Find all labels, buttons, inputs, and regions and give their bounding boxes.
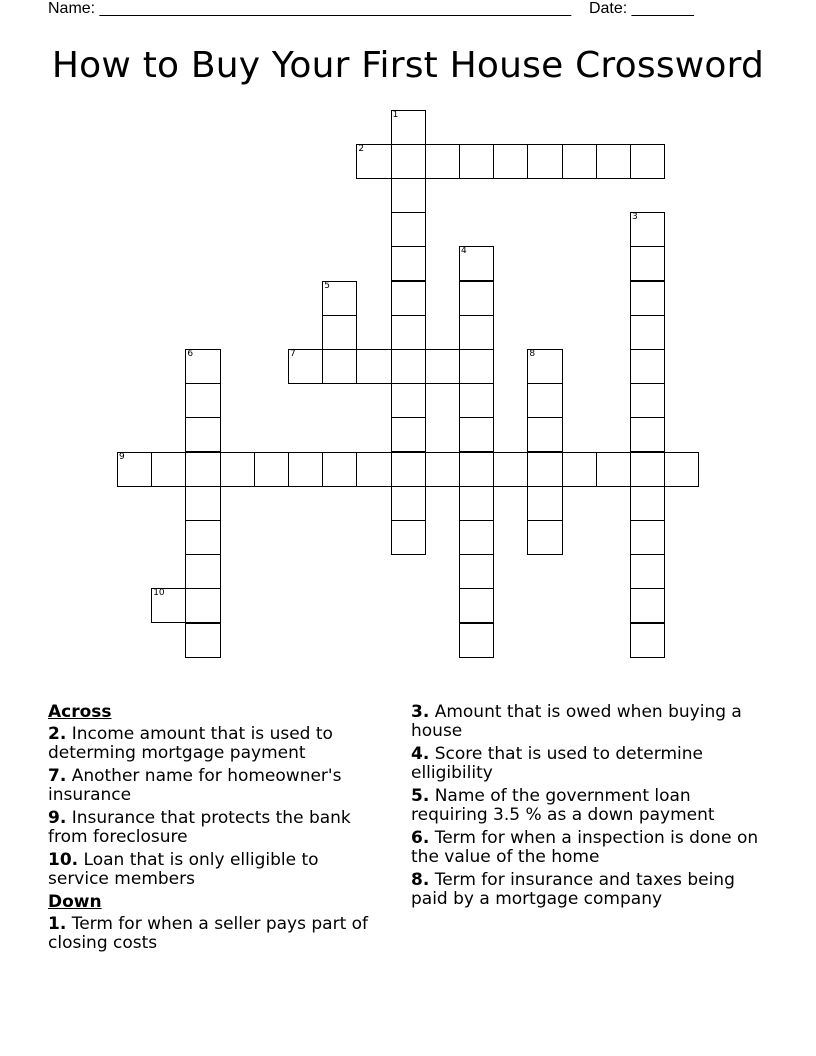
grid-cell[interactable] bbox=[151, 588, 186, 623]
grid-cell[interactable] bbox=[391, 349, 426, 384]
grid-cell[interactable] bbox=[185, 452, 220, 487]
grid-cell[interactable] bbox=[630, 383, 665, 418]
clue-item bbox=[411, 703, 761, 741]
grid-cell[interactable] bbox=[391, 144, 426, 179]
grid-cell[interactable] bbox=[596, 452, 631, 487]
grid-cell[interactable] bbox=[391, 212, 426, 247]
grid-cell[interactable] bbox=[185, 486, 220, 521]
grid-cell[interactable] bbox=[322, 349, 357, 384]
clues-left-column bbox=[48, 703, 378, 957]
clue-number: 2. bbox=[48, 724, 67, 744]
grid-cell[interactable] bbox=[459, 520, 494, 555]
grid-cell[interactable] bbox=[459, 623, 494, 658]
grid-cell[interactable] bbox=[391, 246, 426, 281]
grid-cell[interactable] bbox=[151, 452, 186, 487]
grid-cell[interactable] bbox=[630, 417, 665, 452]
grid-cell[interactable] bbox=[356, 452, 391, 487]
grid-cell[interactable] bbox=[425, 144, 460, 179]
grid-cell[interactable] bbox=[630, 349, 665, 384]
clue-number: 7. bbox=[48, 766, 67, 786]
grid-cell[interactable] bbox=[356, 144, 391, 179]
grid-cell[interactable] bbox=[630, 315, 665, 350]
grid-cell[interactable] bbox=[527, 520, 562, 555]
clue-item bbox=[48, 809, 378, 847]
clue-item bbox=[48, 725, 378, 763]
grid-cell[interactable] bbox=[425, 349, 460, 384]
grid-cell[interactable] bbox=[459, 588, 494, 623]
clue-item bbox=[48, 767, 378, 805]
cell-number: 8 bbox=[529, 348, 536, 359]
grid-cell[interactable] bbox=[185, 588, 220, 623]
grid-cell[interactable] bbox=[527, 383, 562, 418]
grid-cell[interactable] bbox=[391, 315, 426, 350]
cell-number: 1 bbox=[392, 109, 399, 120]
grid-cell[interactable] bbox=[459, 144, 494, 179]
cell-number: 2 bbox=[358, 143, 365, 154]
grid-cell[interactable] bbox=[391, 452, 426, 487]
grid-cell[interactable] bbox=[459, 315, 494, 350]
grid-cell[interactable] bbox=[630, 212, 665, 247]
grid-cell[interactable] bbox=[459, 417, 494, 452]
clue-text: Loan that is only elligible to service members bbox=[48, 850, 319, 889]
grid-cell[interactable] bbox=[391, 178, 426, 213]
clue-text: Term for when a seller pays part of closing costs bbox=[48, 914, 369, 953]
clue-item bbox=[411, 745, 761, 783]
grid-cell[interactable] bbox=[185, 383, 220, 418]
grid-cell[interactable] bbox=[630, 452, 665, 487]
clue-text: Term for insurance and taxes being paid by a mortgage company bbox=[411, 870, 735, 909]
across-heading: Across bbox=[48, 702, 112, 722]
cell-number: 7 bbox=[290, 348, 296, 359]
grid-cell[interactable] bbox=[527, 144, 562, 179]
clue-number: 5. bbox=[411, 786, 430, 806]
grid-cell[interactable] bbox=[356, 349, 391, 384]
grid-cell[interactable] bbox=[630, 144, 665, 179]
grid-cell[interactable] bbox=[391, 281, 426, 316]
date-field[interactable]: Date: _______ bbox=[588, 0, 694, 17]
cell-number: 6 bbox=[187, 348, 194, 359]
grid-cell[interactable] bbox=[391, 520, 426, 555]
clue-number: 1. bbox=[48, 914, 67, 934]
grid-cell[interactable] bbox=[596, 144, 631, 179]
clue-text: Score that is used to determine elligibility bbox=[411, 744, 703, 783]
clue-text: Name of the government loan requiring 3.5 % as a down payment bbox=[411, 786, 715, 825]
cell-number: 3 bbox=[632, 212, 638, 223]
clue-text: Another name for homeowner's insurance bbox=[48, 766, 342, 805]
grid-cell[interactable] bbox=[117, 452, 152, 487]
clue-number: 3. bbox=[411, 702, 430, 722]
clue-text: Amount that is owed when buying a house bbox=[411, 702, 742, 741]
grid-cell[interactable] bbox=[630, 246, 665, 281]
cell-number: 9 bbox=[119, 451, 125, 462]
name-field[interactable]: Name: _____________________________________________________ bbox=[48, 0, 572, 17]
grid-cell[interactable] bbox=[288, 452, 323, 487]
clue-number: 10. bbox=[48, 850, 79, 870]
down-heading: Down bbox=[48, 892, 102, 912]
grid-cell[interactable] bbox=[630, 520, 665, 555]
grid-cell[interactable] bbox=[562, 144, 597, 179]
grid-cell[interactable] bbox=[459, 281, 494, 316]
grid-cell[interactable] bbox=[391, 486, 426, 521]
clue-text: Insurance that protects the bank from foreclosure bbox=[48, 808, 351, 847]
clue-number: 6. bbox=[411, 828, 430, 848]
grid-cell[interactable] bbox=[630, 486, 665, 521]
grid-cell[interactable] bbox=[459, 554, 494, 589]
grid-cell[interactable] bbox=[630, 554, 665, 589]
cell-number: 5 bbox=[324, 280, 330, 291]
grid-cell[interactable] bbox=[630, 588, 665, 623]
grid-cell[interactable] bbox=[185, 417, 220, 452]
grid-cell[interactable] bbox=[185, 520, 220, 555]
grid-cell[interactable] bbox=[322, 452, 357, 487]
clues-right-column bbox=[411, 703, 761, 913]
clue-item bbox=[411, 787, 761, 825]
grid-cell[interactable] bbox=[459, 383, 494, 418]
clue-item bbox=[411, 829, 761, 867]
clue-text: Term for when a inspection is done on the value of the home bbox=[411, 828, 759, 867]
clue-number: 9. bbox=[48, 808, 67, 828]
grid-cell[interactable] bbox=[527, 417, 562, 452]
grid-cell[interactable] bbox=[391, 383, 426, 418]
cell-number: 4 bbox=[461, 246, 467, 257]
grid-cell[interactable] bbox=[527, 349, 562, 384]
grid-cell[interactable] bbox=[288, 349, 323, 384]
grid-cell[interactable] bbox=[391, 417, 426, 452]
cell-number: 10 bbox=[153, 588, 165, 599]
grid-cell[interactable] bbox=[459, 349, 494, 384]
clue-number: 4. bbox=[411, 744, 430, 764]
grid-cell[interactable] bbox=[220, 452, 255, 487]
grid-cell[interactable] bbox=[459, 486, 494, 521]
grid-cell[interactable] bbox=[185, 554, 220, 589]
grid-cell[interactable] bbox=[493, 452, 528, 487]
clue-item bbox=[411, 871, 761, 909]
grid-cell[interactable] bbox=[185, 623, 220, 658]
page-title: How to Buy Your First House Crossword bbox=[51, 45, 765, 86]
clue-item bbox=[48, 851, 378, 889]
grid-cell[interactable] bbox=[391, 110, 426, 145]
clue-number: 8. bbox=[411, 870, 430, 890]
grid-cell[interactable] bbox=[254, 452, 289, 487]
grid-cell[interactable] bbox=[527, 452, 562, 487]
grid-cell[interactable] bbox=[562, 452, 597, 487]
grid-cell[interactable] bbox=[425, 452, 460, 487]
grid-cell[interactable] bbox=[185, 349, 220, 384]
grid-cell[interactable] bbox=[322, 281, 357, 316]
grid-cell[interactable] bbox=[493, 144, 528, 179]
grid-cell[interactable] bbox=[459, 452, 494, 487]
clue-item bbox=[48, 915, 378, 953]
grid-cell[interactable] bbox=[664, 452, 699, 487]
grid-cell[interactable] bbox=[630, 281, 665, 316]
clue-text: Income amount that is used to determing mortgage payment bbox=[48, 724, 333, 763]
grid-cell[interactable] bbox=[322, 315, 357, 350]
grid-cell[interactable] bbox=[527, 486, 562, 521]
grid-cell[interactable] bbox=[630, 623, 665, 658]
grid-cell[interactable] bbox=[459, 246, 494, 281]
